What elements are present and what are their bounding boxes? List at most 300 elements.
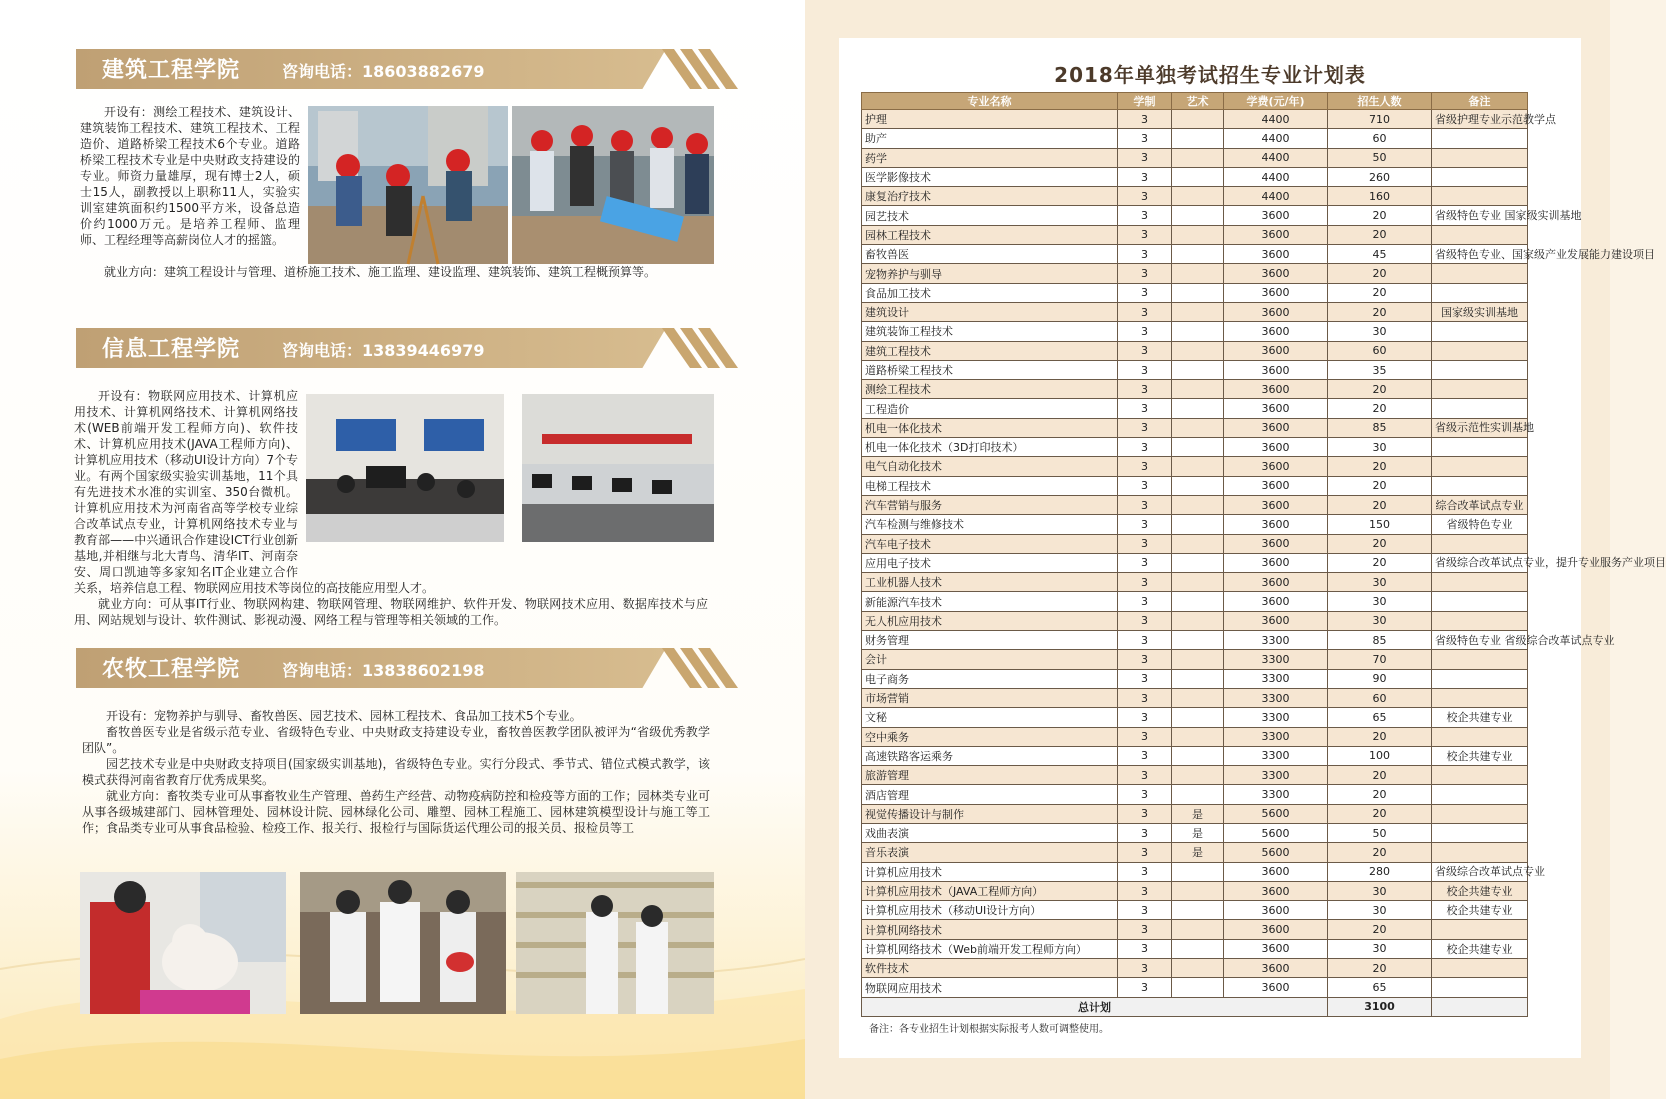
cell-art: 是 bbox=[1172, 823, 1224, 842]
cell-duration: 3 bbox=[1118, 129, 1172, 148]
cell-tuition: 4400 bbox=[1224, 148, 1328, 167]
cell-art bbox=[1172, 302, 1224, 321]
cell-art bbox=[1172, 418, 1224, 437]
cell-major: 汽车检测与维修技术 bbox=[862, 515, 1118, 534]
cell-art bbox=[1172, 611, 1224, 630]
cell-major: 文秘 bbox=[862, 708, 1118, 727]
cell-art bbox=[1172, 708, 1224, 727]
cell-duration: 3 bbox=[1118, 438, 1172, 457]
cell-quota: 710 bbox=[1328, 110, 1432, 129]
paragraph: 开设有：测绘工程技术、建筑设计、建筑装饰工程技术、建筑工程技术、工程造价、道路桥梁工程技术6个专业。道路桥梁工程技术专业是中央财政支持建设的专业。师资力量雄厚，现有博士2人，硕士15人，副教授以上职称11人，实验实训室建筑面积约1500平方米，设备总造价约1000万元。是培养工程师、监理师、工程经理等高薪岗位人才的摇篮。 bbox=[80, 105, 300, 247]
section-title: 信息工程学院 bbox=[102, 337, 241, 362]
table-row bbox=[862, 688, 1528, 707]
table-row bbox=[862, 843, 1528, 862]
cell-quota: 30 bbox=[1328, 881, 1432, 900]
cell-tuition: 3300 bbox=[1224, 650, 1328, 669]
cell-remarks bbox=[1432, 669, 1528, 688]
cell-major: 汽车营销与服务 bbox=[862, 495, 1118, 514]
cell-remarks bbox=[1432, 129, 1528, 148]
cell-art bbox=[1172, 167, 1224, 186]
cell-tuition: 3300 bbox=[1224, 708, 1328, 727]
cell-major: 护理 bbox=[862, 110, 1118, 129]
cell-tuition: 3600 bbox=[1224, 438, 1328, 457]
table-row bbox=[862, 746, 1528, 765]
total-remarks bbox=[1432, 997, 1528, 1016]
cell-tuition: 5600 bbox=[1224, 804, 1328, 823]
cell-duration: 3 bbox=[1118, 515, 1172, 534]
cell-tuition: 3600 bbox=[1224, 283, 1328, 302]
cell-quota: 90 bbox=[1328, 669, 1432, 688]
cell-quota: 20 bbox=[1328, 534, 1432, 553]
table-row bbox=[862, 245, 1528, 264]
cell-remarks: 省级特色专业 省级综合改革试点专业 bbox=[1432, 631, 1528, 650]
cell-art bbox=[1172, 573, 1224, 592]
cell-art bbox=[1172, 399, 1224, 418]
cell-quota: 260 bbox=[1328, 167, 1432, 186]
cell-remarks bbox=[1432, 978, 1528, 997]
table-row bbox=[862, 534, 1528, 553]
cell-remarks bbox=[1432, 823, 1528, 842]
cell-remarks: 校企共建专业 bbox=[1432, 746, 1528, 765]
paragraph: 就业方向：建筑工程设计与管理、道桥施工技术、施工监理、建设监理、建筑装饰、建筑工程概预算等。 bbox=[104, 265, 657, 279]
cell-quota: 20 bbox=[1328, 804, 1432, 823]
total-row bbox=[862, 997, 1528, 1016]
cell-duration: 3 bbox=[1118, 708, 1172, 727]
table-row bbox=[862, 341, 1528, 360]
paragraph: 开设有：物联网应用技术、计算机应用技术、计算机网络技术、计算机网络技术(WEB前端开发工程师方向)、软件技术、计算机应用技术(JAVA工程师方向)、计算机应用技术（移动UI设计方向）7个专业。有两个国家级实验实训基地，11个具有先进技术水准的实训室、350台微机。计算机应用技术为河南省高等学校专业综合改革试点专业，计算机网络技术专业与教育部——中兴通讯合作建设ICT行业创新基地,并相继与北大青鸟、清华IT、河南奈安、周口凯迪等多家知名IT企业建立合作关系，培养信息工程、物联网应用技术等岗位的高技能应用型人才。 bbox=[74, 389, 435, 595]
cell-major: 电子商务 bbox=[862, 669, 1118, 688]
cell-major: 康复治疗技术 bbox=[862, 187, 1118, 206]
cell-art bbox=[1172, 553, 1224, 572]
cell-quota: 280 bbox=[1328, 862, 1432, 881]
cell-duration: 3 bbox=[1118, 206, 1172, 225]
cell-quota: 65 bbox=[1328, 708, 1432, 727]
cell-remarks bbox=[1432, 476, 1528, 495]
cell-quota: 30 bbox=[1328, 438, 1432, 457]
cell-major: 园艺技术 bbox=[862, 206, 1118, 225]
cell-tuition: 3600 bbox=[1224, 457, 1328, 476]
cell-remarks bbox=[1432, 167, 1528, 186]
cell-art bbox=[1172, 631, 1224, 650]
cell-tuition: 3600 bbox=[1224, 302, 1328, 321]
cell-art bbox=[1172, 206, 1224, 225]
table-row bbox=[862, 476, 1528, 495]
cell-duration: 3 bbox=[1118, 727, 1172, 746]
cell-tuition: 3600 bbox=[1224, 322, 1328, 341]
cell-duration: 3 bbox=[1118, 823, 1172, 842]
cell-remarks bbox=[1432, 534, 1528, 553]
paragraph: 就业方向：可从事IT行业、物联网构建、物联网管理、物联网维护、软件开发、物联网技术应用、数据库技术与应用、网站规划与设计、软件测试、影视动漫、网络工程与管理等相关领域的工作。 bbox=[74, 597, 708, 627]
cell-duration: 3 bbox=[1118, 573, 1172, 592]
cell-major: 工程造价 bbox=[862, 399, 1118, 418]
cell-duration: 3 bbox=[1118, 187, 1172, 206]
section-text-architecture bbox=[80, 104, 300, 248]
cell-art bbox=[1172, 457, 1224, 476]
photo-pet-grooming bbox=[80, 872, 286, 1014]
cell-tuition: 3600 bbox=[1224, 592, 1328, 611]
cell-duration: 3 bbox=[1118, 978, 1172, 997]
cell-tuition: 5600 bbox=[1224, 823, 1328, 842]
cell-quota: 60 bbox=[1328, 688, 1432, 707]
cell-remarks: 国家级实训基地 bbox=[1432, 302, 1528, 321]
cell-art bbox=[1172, 785, 1224, 804]
cell-major: 戏曲表演 bbox=[862, 823, 1118, 842]
cell-duration: 3 bbox=[1118, 360, 1172, 379]
cell-major: 助产 bbox=[862, 129, 1118, 148]
photo-veterinary-class bbox=[300, 872, 506, 1014]
paragraph: 畜牧兽医专业是省级示范专业、省级特色专业、中央财政支持建设专业，畜牧兽医教学团队被评为“省级优秀教学团队”。 bbox=[82, 725, 710, 755]
table-row bbox=[862, 399, 1528, 418]
cell-remarks bbox=[1432, 225, 1528, 244]
cell-quota: 45 bbox=[1328, 245, 1432, 264]
cell-duration: 3 bbox=[1118, 341, 1172, 360]
table-row bbox=[862, 823, 1528, 842]
header-tuition: 学费(元/年) bbox=[1224, 93, 1328, 110]
cell-remarks bbox=[1432, 187, 1528, 206]
table-row bbox=[862, 129, 1528, 148]
cell-duration: 3 bbox=[1118, 611, 1172, 630]
cell-tuition: 3600 bbox=[1224, 360, 1328, 379]
cell-major: 汽车电子技术 bbox=[862, 534, 1118, 553]
table-row bbox=[862, 264, 1528, 283]
section-phone: 咨询电话：18603882679 bbox=[282, 62, 485, 81]
table-title: 2018年单独考试招生专业计划表 bbox=[1054, 63, 1366, 87]
table-footnote: 备注：各专业招生计划根据实际报考人数可调整使用。 bbox=[869, 1024, 1109, 1035]
cell-remarks bbox=[1432, 727, 1528, 746]
cell-art bbox=[1172, 901, 1224, 920]
cell-remarks bbox=[1432, 341, 1528, 360]
cell-quota: 50 bbox=[1328, 148, 1432, 167]
cell-duration: 3 bbox=[1118, 631, 1172, 650]
cell-quota: 20 bbox=[1328, 476, 1432, 495]
cell-remarks bbox=[1432, 573, 1528, 592]
table-row bbox=[862, 727, 1528, 746]
cell-major: 工业机器人技术 bbox=[862, 573, 1118, 592]
header-quota: 招生人数 bbox=[1328, 93, 1432, 110]
enrollment-plan-card bbox=[839, 38, 1666, 1058]
table-row bbox=[862, 167, 1528, 186]
cell-quota: 20 bbox=[1328, 225, 1432, 244]
cell-quota: 30 bbox=[1328, 322, 1432, 341]
cell-tuition: 3600 bbox=[1224, 206, 1328, 225]
table-row bbox=[862, 611, 1528, 630]
table-row bbox=[862, 457, 1528, 476]
photo-computer-lab-class bbox=[306, 394, 504, 542]
cell-remarks: 综合改革试点专业 bbox=[1432, 495, 1528, 514]
cell-tuition: 3600 bbox=[1224, 978, 1328, 997]
enrollment-plan-table bbox=[861, 92, 1666, 1017]
cell-quota: 60 bbox=[1328, 341, 1432, 360]
cell-duration: 3 bbox=[1118, 650, 1172, 669]
cell-duration: 3 bbox=[1118, 553, 1172, 572]
cell-art bbox=[1172, 669, 1224, 688]
table-row bbox=[862, 650, 1528, 669]
cell-tuition: 3600 bbox=[1224, 380, 1328, 399]
cell-art bbox=[1172, 920, 1224, 939]
cell-major: 食品加工技术 bbox=[862, 283, 1118, 302]
table-row bbox=[862, 148, 1528, 167]
cell-duration: 3 bbox=[1118, 245, 1172, 264]
cell-remarks: 省级示范性实训基地 bbox=[1432, 418, 1528, 437]
table-row bbox=[862, 438, 1528, 457]
cell-tuition: 3600 bbox=[1224, 611, 1328, 630]
cell-remarks: 省级特色专业、国家级产业发展能力建设项目 bbox=[1432, 245, 1528, 264]
cell-major: 酒店管理 bbox=[862, 785, 1118, 804]
table-header-row bbox=[862, 93, 1528, 110]
cell-major: 电梯工程技术 bbox=[862, 476, 1118, 495]
cell-quota: 20 bbox=[1328, 920, 1432, 939]
left-page bbox=[0, 0, 805, 1099]
table-row bbox=[862, 418, 1528, 437]
cell-art bbox=[1172, 148, 1224, 167]
cell-duration: 3 bbox=[1118, 534, 1172, 553]
cell-remarks: 省级综合改革试点专业，提升专业服务产业项目 bbox=[1432, 553, 1528, 572]
cell-duration: 3 bbox=[1118, 766, 1172, 785]
cell-major: 旅游管理 bbox=[862, 766, 1118, 785]
cell-tuition: 3300 bbox=[1224, 785, 1328, 804]
cell-remarks bbox=[1432, 438, 1528, 457]
cell-art bbox=[1172, 438, 1224, 457]
cell-major: 园林工程技术 bbox=[862, 225, 1118, 244]
cell-tuition: 3600 bbox=[1224, 553, 1328, 572]
cell-remarks bbox=[1432, 148, 1528, 167]
cell-remarks bbox=[1432, 959, 1528, 978]
cell-remarks bbox=[1432, 322, 1528, 341]
cell-tuition: 3600 bbox=[1224, 939, 1328, 958]
cell-quota: 20 bbox=[1328, 380, 1432, 399]
cell-quota: 65 bbox=[1328, 978, 1432, 997]
cell-quota: 20 bbox=[1328, 302, 1432, 321]
right-page bbox=[805, 0, 1666, 1099]
cell-quota: 20 bbox=[1328, 785, 1432, 804]
cell-quota: 35 bbox=[1328, 360, 1432, 379]
table-row bbox=[862, 939, 1528, 958]
cell-major: 视觉传播设计与制作 bbox=[862, 804, 1118, 823]
cell-duration: 3 bbox=[1118, 881, 1172, 900]
table-row bbox=[862, 495, 1528, 514]
cell-duration: 3 bbox=[1118, 399, 1172, 418]
cell-art bbox=[1172, 978, 1224, 997]
cell-quota: 20 bbox=[1328, 399, 1432, 418]
cell-remarks bbox=[1432, 611, 1528, 630]
photo-surveying-students bbox=[308, 106, 508, 264]
cell-quota: 85 bbox=[1328, 418, 1432, 437]
cell-tuition: 3600 bbox=[1224, 245, 1328, 264]
cell-tuition: 3600 bbox=[1224, 264, 1328, 283]
cell-quota: 20 bbox=[1328, 283, 1432, 302]
photo-horticulture-lab bbox=[516, 872, 714, 1014]
cell-duration: 3 bbox=[1118, 785, 1172, 804]
cell-remarks bbox=[1432, 380, 1528, 399]
table-row bbox=[862, 631, 1528, 650]
cell-tuition: 3600 bbox=[1224, 534, 1328, 553]
cell-remarks bbox=[1432, 360, 1528, 379]
photo-construction-group bbox=[512, 106, 714, 264]
cell-tuition: 4400 bbox=[1224, 110, 1328, 129]
cell-art bbox=[1172, 688, 1224, 707]
cell-art bbox=[1172, 225, 1224, 244]
cell-major: 测绘工程技术 bbox=[862, 380, 1118, 399]
header-duration: 学制 bbox=[1118, 93, 1172, 110]
cell-art bbox=[1172, 746, 1224, 765]
table-row bbox=[862, 920, 1528, 939]
cell-art bbox=[1172, 534, 1224, 553]
cell-quota: 60 bbox=[1328, 129, 1432, 148]
cell-art bbox=[1172, 110, 1224, 129]
cell-duration: 3 bbox=[1118, 592, 1172, 611]
cell-duration: 3 bbox=[1118, 804, 1172, 823]
cell-quota: 20 bbox=[1328, 843, 1432, 862]
cell-art bbox=[1172, 862, 1224, 881]
cell-duration: 3 bbox=[1118, 110, 1172, 129]
cell-major: 计算机应用技术 bbox=[862, 862, 1118, 881]
cell-art bbox=[1172, 245, 1224, 264]
cell-duration: 3 bbox=[1118, 495, 1172, 514]
table-row bbox=[862, 881, 1528, 900]
cell-major: 建筑装饰工程技术 bbox=[862, 322, 1118, 341]
table-row bbox=[862, 862, 1528, 881]
cell-quota: 20 bbox=[1328, 553, 1432, 572]
cell-major: 机电一体化技术 bbox=[862, 418, 1118, 437]
cell-art bbox=[1172, 187, 1224, 206]
cell-remarks bbox=[1432, 283, 1528, 302]
cell-tuition: 3600 bbox=[1224, 495, 1328, 514]
cell-duration: 3 bbox=[1118, 167, 1172, 186]
cell-duration: 3 bbox=[1118, 669, 1172, 688]
cell-quota: 20 bbox=[1328, 727, 1432, 746]
cell-major: 道路桥梁工程技术 bbox=[862, 360, 1118, 379]
cell-remarks: 省级综合改革试点专业 bbox=[1432, 862, 1528, 881]
header-art: 艺术 bbox=[1172, 93, 1224, 110]
cell-duration: 3 bbox=[1118, 457, 1172, 476]
header-major: 专业名称 bbox=[862, 93, 1118, 110]
table-row bbox=[862, 187, 1528, 206]
cell-major: 物联网应用技术 bbox=[862, 978, 1118, 997]
cell-major: 宠物养护与驯导 bbox=[862, 264, 1118, 283]
table-row bbox=[862, 901, 1528, 920]
cell-remarks: 校企共建专业 bbox=[1432, 881, 1528, 900]
cell-art bbox=[1172, 592, 1224, 611]
cell-duration: 3 bbox=[1118, 418, 1172, 437]
cell-major: 畜牧兽医 bbox=[862, 245, 1118, 264]
cell-quota: 30 bbox=[1328, 573, 1432, 592]
section-phone: 咨询电话：13838602198 bbox=[282, 661, 485, 680]
cell-remarks bbox=[1432, 592, 1528, 611]
cell-art bbox=[1172, 515, 1224, 534]
table-row bbox=[862, 553, 1528, 572]
cell-major: 会计 bbox=[862, 650, 1118, 669]
photo-computer-lab-rows bbox=[522, 394, 714, 542]
cell-major: 药学 bbox=[862, 148, 1118, 167]
cell-major: 建筑工程技术 bbox=[862, 341, 1118, 360]
cell-major: 财务管理 bbox=[862, 631, 1118, 650]
cell-tuition: 3300 bbox=[1224, 766, 1328, 785]
cell-remarks bbox=[1432, 843, 1528, 862]
table-row bbox=[862, 515, 1528, 534]
cell-tuition: 3600 bbox=[1224, 399, 1328, 418]
cell-tuition: 5600 bbox=[1224, 843, 1328, 862]
cell-remarks bbox=[1432, 650, 1528, 669]
table-row bbox=[862, 669, 1528, 688]
cell-tuition: 3300 bbox=[1224, 688, 1328, 707]
cell-remarks: 省级护理专业示范教学点 bbox=[1432, 110, 1528, 129]
cell-duration: 3 bbox=[1118, 920, 1172, 939]
section-header-agriculture bbox=[76, 648, 716, 688]
cell-tuition: 3600 bbox=[1224, 959, 1328, 978]
cell-art bbox=[1172, 264, 1224, 283]
cell-quota: 150 bbox=[1328, 515, 1432, 534]
cell-major: 医学影像技术 bbox=[862, 167, 1118, 186]
table-row bbox=[862, 573, 1528, 592]
cell-duration: 3 bbox=[1118, 959, 1172, 978]
cell-major: 新能源汽车技术 bbox=[862, 592, 1118, 611]
cell-duration: 3 bbox=[1118, 939, 1172, 958]
cell-major: 高速铁路客运乘务 bbox=[862, 746, 1118, 765]
cell-art bbox=[1172, 939, 1224, 958]
cell-duration: 3 bbox=[1118, 843, 1172, 862]
cell-quota: 30 bbox=[1328, 939, 1432, 958]
cell-tuition: 3600 bbox=[1224, 920, 1328, 939]
section-text-agriculture bbox=[82, 708, 710, 836]
cell-tuition: 4400 bbox=[1224, 167, 1328, 186]
cell-duration: 3 bbox=[1118, 688, 1172, 707]
cell-major: 计算机网络技术 bbox=[862, 920, 1118, 939]
cell-major: 应用电子技术 bbox=[862, 553, 1118, 572]
cell-remarks bbox=[1432, 688, 1528, 707]
cell-duration: 3 bbox=[1118, 302, 1172, 321]
section-header-information bbox=[76, 328, 716, 368]
cell-major: 软件技术 bbox=[862, 959, 1118, 978]
cell-remarks bbox=[1432, 804, 1528, 823]
cell-remarks bbox=[1432, 399, 1528, 418]
cell-art bbox=[1172, 476, 1224, 495]
section-header-architecture bbox=[76, 49, 716, 89]
paragraph: 就业方向：畜牧类专业可从事畜牧业生产管理、兽药生产经营、动物疫病防控和检疫等方面的工作；园林类专业可从事各级城建部门、园林管理处、园林设计院、园林绿化公司、雕塑、园林工程施工、园林建筑模型设计与施工等工作；食品类专业可从事食品检验、检疫工作、报关行、报检行与国际货运代理公司的报关员、报检员等工 bbox=[82, 789, 710, 835]
cell-art bbox=[1172, 380, 1224, 399]
table-row bbox=[862, 110, 1528, 129]
cell-quota: 20 bbox=[1328, 495, 1432, 514]
cell-remarks: 省级特色专业 国家级实训基地 bbox=[1432, 206, 1528, 225]
table-row bbox=[862, 978, 1528, 997]
table-row bbox=[862, 592, 1528, 611]
cell-quota: 30 bbox=[1328, 592, 1432, 611]
paragraph: 开设有：宠物养护与驯导、畜牧兽医、园艺技术、园林工程技术、食品加工技术5个专业。 bbox=[106, 709, 582, 723]
cell-major: 计算机应用技术（移动UI设计方向） bbox=[862, 901, 1118, 920]
cell-quota: 20 bbox=[1328, 959, 1432, 978]
cell-remarks bbox=[1432, 785, 1528, 804]
cell-tuition: 3600 bbox=[1224, 573, 1328, 592]
cell-duration: 3 bbox=[1118, 862, 1172, 881]
cell-art bbox=[1172, 322, 1224, 341]
cell-tuition: 3300 bbox=[1224, 631, 1328, 650]
cell-duration: 3 bbox=[1118, 264, 1172, 283]
cell-tuition: 3600 bbox=[1224, 418, 1328, 437]
cell-quota: 20 bbox=[1328, 264, 1432, 283]
cell-major: 音乐表演 bbox=[862, 843, 1118, 862]
cell-remarks bbox=[1432, 264, 1528, 283]
cell-major: 市场营销 bbox=[862, 688, 1118, 707]
cell-duration: 3 bbox=[1118, 322, 1172, 341]
cell-remarks bbox=[1432, 457, 1528, 476]
table-row bbox=[862, 302, 1528, 321]
cell-remarks: 校企共建专业 bbox=[1432, 901, 1528, 920]
cell-tuition: 3600 bbox=[1224, 341, 1328, 360]
cell-art bbox=[1172, 129, 1224, 148]
cell-remarks bbox=[1432, 920, 1528, 939]
cell-tuition: 3600 bbox=[1224, 225, 1328, 244]
cell-art bbox=[1172, 727, 1224, 746]
cell-art bbox=[1172, 283, 1224, 302]
